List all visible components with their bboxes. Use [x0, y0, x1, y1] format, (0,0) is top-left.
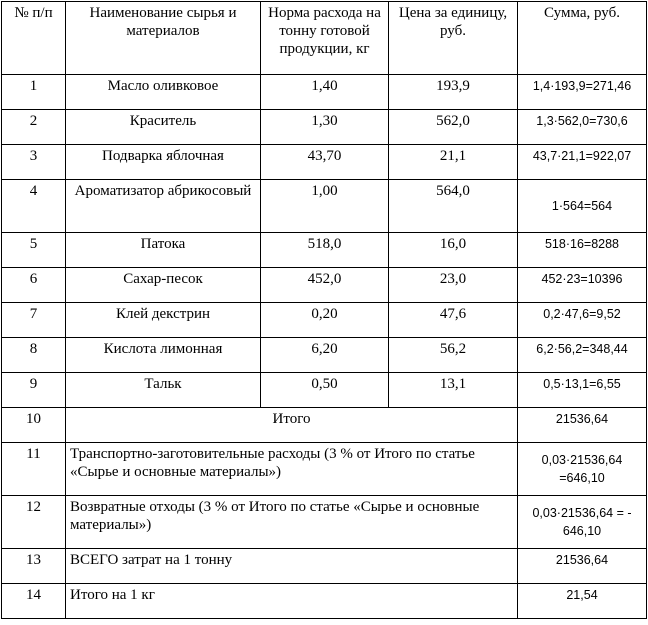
row-num: 9: [2, 373, 66, 408]
row-num: 13: [2, 549, 66, 584]
row-sum: 518·16=8288: [518, 233, 647, 268]
row-num: 8: [2, 338, 66, 373]
summary-label: Транспортно-заготовительные расходы (3 % от Итого по статье «Сырье и основные материалы»): [66, 443, 518, 496]
header-sum: Сумма, руб.: [518, 2, 647, 75]
row-num: 2: [2, 110, 66, 145]
row-name: Кислота лимонная: [66, 338, 261, 373]
row-name: Клей декстрин: [66, 303, 261, 338]
row-price: 562,0: [389, 110, 518, 145]
summary-row-returns: [2, 496, 647, 549]
header-row: [2, 2, 647, 75]
row-norm: 452,0: [261, 268, 389, 303]
summary-sum-line: 0,03·21536,64: [541, 453, 623, 467]
row-price: 21,1: [389, 145, 518, 180]
table-row: [2, 303, 647, 338]
header-num: № п/п: [2, 2, 66, 75]
summary-row-total-per-kg: [2, 584, 647, 619]
summary-row-total: [2, 408, 647, 443]
summary-sum: 21536,64: [518, 549, 647, 584]
row-num: 3: [2, 145, 66, 180]
row-sum: 43,7·21,1=922,07: [518, 145, 647, 180]
row-num: 11: [2, 443, 66, 496]
row-norm: 0,50: [261, 373, 389, 408]
summary-label: Итого на 1 кг: [66, 584, 518, 619]
header-price: Цена за единицу, руб.: [389, 2, 518, 75]
summary-sum-line: 646,10: [562, 524, 602, 538]
summary-sum-line: 0,03·21536,64 = -: [532, 506, 632, 520]
summary-sum: [518, 496, 647, 549]
row-num: 7: [2, 303, 66, 338]
row-norm: 1,00: [261, 180, 389, 233]
summary-label: Возвратные отходы (3 % от Итого по статье «Сырье и основные материалы»): [66, 496, 518, 549]
row-price: 56,2: [389, 338, 518, 373]
summary-label: ВСЕГО затрат на 1 тонну: [66, 549, 518, 584]
summary-sum: 21536,64: [518, 408, 647, 443]
table-row: [2, 373, 647, 408]
row-sum: 0,2·47,6=9,52: [518, 303, 647, 338]
summary-sum: 21,54: [518, 584, 647, 619]
row-norm: 518,0: [261, 233, 389, 268]
row-norm: 6,20: [261, 338, 389, 373]
row-norm: 43,70: [261, 145, 389, 180]
row-name: Масло оливковое: [66, 75, 261, 110]
summary-sum-line: =646,10: [559, 471, 605, 485]
row-num: 14: [2, 584, 66, 619]
table-row: [2, 110, 647, 145]
row-num: 5: [2, 233, 66, 268]
row-price: 564,0: [389, 180, 518, 233]
table-row: [2, 180, 647, 233]
row-sum: 0,5·13,1=6,55: [518, 373, 647, 408]
table-row: [2, 233, 647, 268]
row-sum: 6,2·56,2=348,44: [518, 338, 647, 373]
row-price: 47,6: [389, 303, 518, 338]
row-price: 23,0: [389, 268, 518, 303]
header-norm: Норма расхода на тонну готовой продукции, кг: [261, 2, 389, 75]
row-name: Подварка яблочная: [66, 145, 261, 180]
row-num: 4: [2, 180, 66, 233]
row-name: Патока: [66, 233, 261, 268]
header-name: Наименование сырья и материалов: [66, 2, 261, 75]
row-price: 193,9: [389, 75, 518, 110]
row-price: 16,0: [389, 233, 518, 268]
table-row: [2, 268, 647, 303]
row-sum: 1·564=564: [518, 180, 647, 233]
table-row: [2, 145, 647, 180]
row-sum: 1,4·193,9=271,46: [518, 75, 647, 110]
table-row: [2, 338, 647, 373]
materials-cost-table: [1, 1, 647, 619]
row-num: 10: [2, 408, 66, 443]
row-norm: 0,20: [261, 303, 389, 338]
table-row: [2, 75, 647, 110]
row-sum: 452·23=10396: [518, 268, 647, 303]
row-norm: 1,30: [261, 110, 389, 145]
row-name: Тальк: [66, 373, 261, 408]
summary-sum: [518, 443, 647, 496]
row-norm: 1,40: [261, 75, 389, 110]
row-name: Краситель: [66, 110, 261, 145]
row-num: 1: [2, 75, 66, 110]
summary-row-transport: [2, 443, 647, 496]
row-num: 6: [2, 268, 66, 303]
summary-label: Итого: [66, 408, 518, 443]
row-price: 13,1: [389, 373, 518, 408]
summary-row-total-per-ton: [2, 549, 647, 584]
row-sum: 1,3·562,0=730,6: [518, 110, 647, 145]
row-name: Ароматизатор абрикосовый: [66, 180, 261, 233]
row-num: 12: [2, 496, 66, 549]
row-name: Сахар-песок: [66, 268, 261, 303]
